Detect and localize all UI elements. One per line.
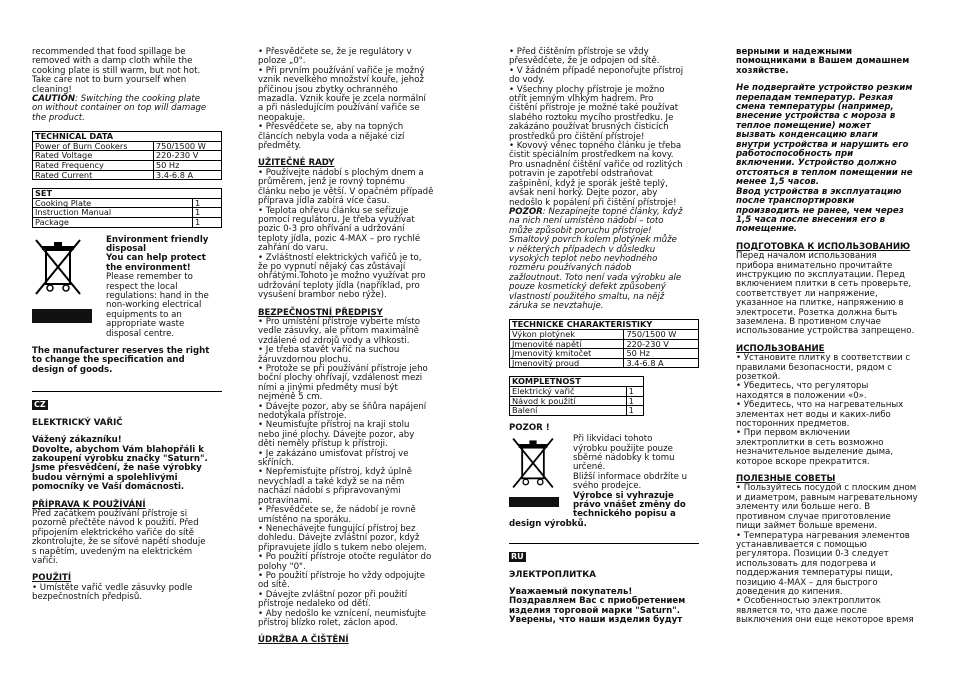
technical-data-table: TECHNICAL DATA Power of Burn Cookers 750/1500 W Rated Voltage 220-230 V Rated Frequency 50 Hz Rated Current 3.4-6.8 A — [32, 131, 222, 180]
text-line: элементах нет воды и каких-либо — [736, 409, 891, 420]
table-row — [510, 358, 699, 368]
text-line: avšak není horký. Dejte pozor, aby — [509, 188, 658, 199]
cz-greeting — [32, 436, 222, 492]
text-line: Please remember to — [106, 272, 193, 283]
text-line: • Po použití přístroje ho vždy odpojujte — [258, 570, 426, 581]
intro-text — [32, 48, 222, 95]
crossed-bin-icon — [509, 435, 557, 491]
cz-set-table: KOMPLETNOST Elektrický vařič 1 Návod k použití 1 Balení 1 — [509, 376, 644, 415]
text-line: technického popisu a — [573, 509, 676, 520]
table-row — [510, 329, 699, 339]
text-line: доведения до кипения. — [736, 586, 843, 597]
black-bar — [32, 309, 92, 323]
text-line: nejméně 5 cm. — [258, 392, 323, 403]
text-line: čištění přístroje je možné také používat — [509, 103, 679, 114]
text-line: • Kovový věnec topného článku je třeba — [509, 141, 682, 152]
text-line: электросети. Розетка должна быть — [736, 307, 898, 318]
text-line: výrobku použijte pouze — [573, 443, 673, 454]
text-line: s napětím, uvedeným na elektrickém — [32, 546, 193, 557]
text-line: právo vnášet změny do — [573, 499, 686, 510]
text-line: zakoupení výrobku značky "Saturn". — [32, 453, 208, 464]
text-line: работоспособность при — [736, 149, 854, 160]
table-row — [33, 170, 222, 180]
text-line: • Přesvědčete se, aby na topných — [258, 122, 404, 133]
text-line: článku nebo je větší. V opačném případě — [258, 186, 434, 197]
text-line: připravujete jídlo s tukem nebo olejem. — [258, 542, 427, 553]
text-line: • Umístěte vařič vedle zásuvky podle — [32, 582, 193, 593]
cz-pozor-note: POZOR: Nezapínejte topné články, když na nich není umístěno nádobí – toto může způsobit poruchu přístroje! Smaltový povrch kolem plotýnek může v některých případech v důsledku vysokých teplot nebo nevhodného rozměru používaných nádob zažloutnout. Toto není vada výrobku ale pouze kosmetický defekt způsobený vlastností použitého smaltu, na nějž záruka se nevztahuje. — [509, 206, 683, 311]
lang-badge-ru: RU — [511, 552, 524, 562]
black-bar — [509, 497, 559, 507]
column-3 — [509, 48, 699, 626]
text-line: Take care not to burn yourself when — [32, 75, 187, 86]
text-line: průměrem, jenž je rovný topnému — [258, 177, 405, 188]
text-line: позицию 4-MAX – для быстрого — [736, 577, 878, 588]
text-line: • Nepřemisťujte přístroj, když úplně — [258, 467, 412, 478]
text-line: • Přesvědčete se, že je regulátory v — [258, 47, 412, 57]
text-line: polohy "0". — [258, 561, 306, 572]
cz-use-text — [32, 584, 222, 603]
text-line: инструкцию по эксплуатации. Перед — [736, 269, 905, 280]
text-line: включении. Устройство должно — [736, 158, 897, 169]
text-line: • Dávejte pozor, aby se šňůra napájení — [258, 401, 427, 412]
text-line: slabého roztoku mycího prostředku. Je — [509, 112, 674, 123]
cz-prep-text — [32, 510, 222, 566]
reserve-note — [32, 347, 222, 375]
text-line: poloze „0". — [258, 56, 306, 67]
text-line: противном случае приготовление — [736, 511, 891, 522]
cz-tips-text — [258, 169, 470, 301]
text-line: 1,5 часа после внесения его в — [736, 214, 886, 225]
text-line: přístroj blízko rolet, záclon apod. — [258, 617, 398, 628]
table-cell: Jmenovitý kmitočet — [510, 349, 624, 359]
text-line: электроплитки в сеть возможно — [736, 437, 884, 448]
text-line: pomocníky ve Vaší domácnosti. — [32, 482, 185, 493]
text-line: nebo jiné plochy. Dávejte pozor, aby — [258, 429, 415, 440]
text-line: vzdálené od zdrojů vody a vlhkosti. — [258, 335, 410, 346]
text-line: regulations: hand in the — [106, 291, 209, 302]
table-cell: 1 — [193, 198, 222, 208]
ru-tips-text — [736, 484, 926, 625]
text-line: включением плитки в сеть проверьте, — [736, 279, 912, 290]
text-line: • Особенностью электроплиток — [736, 596, 881, 607]
text-line: • Пользуйтесь посудой с плоским дном — [736, 483, 917, 494]
text-line: которое вскоре прекратится. — [736, 456, 870, 467]
text-line: čistit speciálním prostředkem na kovy. — [509, 150, 674, 161]
crossed-bin-icon — [32, 236, 84, 298]
table-row — [510, 386, 644, 396]
text-line: прибора внимательно прочитайте — [736, 260, 893, 271]
ru-tips-title: ПОЛЕЗНЫЕ СОВЕТЫ — [736, 474, 836, 485]
text-line: zahřání do varu. — [258, 243, 329, 254]
table-row — [33, 161, 222, 171]
text-line: článcích nebyla voda a nějaké cizí — [258, 131, 405, 142]
text-line: Pro usnadnění čištění vařiče od rozlitých — [509, 159, 683, 170]
text-line: Перед началом использования — [736, 251, 877, 262]
text-line: vařiči. — [32, 555, 59, 566]
cz-warn-tail: design výrobků. — [509, 518, 587, 529]
column-4 — [736, 48, 926, 626]
text-line: • V žádném případě neponořujte přístroj — [509, 65, 684, 76]
text-line: že po vypnutí nějaký čas zůstávají — [258, 261, 406, 272]
text-line: teploty jídla, pozic 4-MAX – pro rychlé — [258, 233, 421, 244]
text-line: помощниками в Вашем домашнем — [736, 56, 910, 67]
caution-note: CAUTION: Switching the cooking plate on without container on top will damage the product. — [32, 94, 207, 123]
text-line: pozorně přečtěte návod k použití. Před — [32, 518, 199, 529]
cz-maint-text — [509, 48, 699, 208]
text-line: отстояться в теплом помещении не — [736, 167, 913, 178]
text-line: Před začátkem používání přístroje si — [32, 508, 188, 519]
text-line: You can help protect — [106, 253, 206, 264]
text-line: vysušení brambor nebo rýže). — [258, 290, 387, 301]
text-line: budou věrnými a spolehlivými — [32, 472, 178, 483]
text-line: the environment! — [106, 262, 191, 273]
text-line: менее 1,5 часов. — [736, 177, 820, 188]
text-line: nedošlo k popálení při čištění přístroje! — [509, 197, 677, 208]
cz-use-title: POUŽITÍ — [32, 573, 72, 584]
text-line: non-working electrical — [106, 300, 202, 311]
text-line: nachází nádobí s připravovanými — [258, 486, 401, 497]
text-line: přístroje nedaleko od dětí. — [258, 599, 371, 610]
text-line: mazadla. Vznik kouře je zcela normální — [258, 94, 426, 105]
text-line: • Přesvědčete se, že nádobí je rovně — [258, 505, 416, 516]
text-line: děti neměly přístup k přístroji. — [258, 439, 388, 450]
lang-badge-cz: CZ — [34, 400, 46, 410]
text-line: использование устройства запрещено. — [736, 326, 915, 337]
ru-greeting — [509, 588, 699, 626]
text-line: cooking plate is still warm, but not hot. — [32, 65, 201, 76]
table-cell: 1 — [626, 396, 643, 406]
text-line: žáruvzdornou plochu. — [258, 354, 351, 365]
text-line: после транспортировки — [736, 196, 855, 207]
cz-tech-table: TECHNICKÉ CHARAKTERISTIKY Výkon plotýnek 750/1500 W Jmenovité napětí 220-230 V Jmenovitý kmitočet 50 Hz Jmenovitý proud 3.4-6.8 A — [509, 319, 699, 368]
text-line: соответствует ли напряжение, — [736, 288, 878, 299]
text-line: Уважаемый покупатель! — [509, 587, 633, 597]
table-cell: 1 — [193, 208, 222, 218]
env-text — [106, 273, 209, 339]
text-line: removed with a damp cloth while the — [32, 56, 193, 67]
ru-use-title: ИСПОЛЬЗОВАНИЕ — [736, 343, 825, 354]
table-cell: Jmenovitý proud — [510, 358, 624, 368]
table-cell: 220-230 V — [624, 339, 699, 349]
text-line: устанавливается с помощью — [736, 539, 867, 550]
text-line: • Všechny plochy přístroje je možno — [509, 84, 665, 95]
cz-safety-title: BEZPEČNOSTNÍ PŘEDPISY — [258, 307, 383, 318]
text-line: a při následujícím používání vařiče se — [258, 103, 420, 114]
text-line: udržování teploty jídla (například, pro — [258, 280, 420, 291]
ru-title: ЭЛЕКТРОПЛИТКА — [509, 569, 596, 580]
text-line: выключения они еще некоторое время — [736, 615, 914, 626]
text-line: Vážený zákazníku! — [32, 435, 122, 446]
text-line: • Protože se při používání přístroje jeho — [258, 364, 428, 374]
text-line: sběrné nádobky k tomu — [573, 452, 675, 463]
text-line: • Teplota ohřevu článku se seřizuje — [258, 205, 409, 216]
text-line: Ввод устройства в эксплуатацию — [736, 186, 902, 197]
text-line: элементу или больше него. В — [736, 502, 871, 513]
text-line: Dovolte, abychom Vám blahopřáli k — [32, 444, 204, 455]
text-line: поддержания температуры пищи, — [736, 568, 893, 579]
text-line: equipments to an — [106, 309, 182, 320]
text-line: • Aby nedošlo ke vznícení, neumisťujte — [258, 608, 426, 619]
text-line: Bližší informace obdržíte u — [573, 471, 688, 482]
text-line: производить не ранее, чем через — [736, 205, 904, 216]
text-line: prostředků pro čištění přístroje! — [509, 131, 645, 142]
text-line: pozic 0-3 pro ohřívání a udržování — [258, 224, 405, 235]
table-row — [33, 218, 222, 228]
text-line: boční plochy ohřívají, vzdálenost mezi — [258, 373, 423, 384]
text-line: пищи займет больше времени. — [736, 521, 878, 532]
cz-warn-bold — [573, 492, 687, 520]
text-line: регулятора. Позиции 0-3 следует — [736, 549, 889, 560]
text-line: • Neumisťujte přístroj na kraji stolu — [258, 420, 410, 431]
text-line: • Pro umístění přístroje vyberte místo — [258, 316, 421, 327]
cz-title: ELEKTRICKÝ VAŘIČ — [32, 417, 123, 428]
text-line: • Температура нагревания элементов — [736, 530, 910, 541]
text-line: Jsme přesvědčení, že naše výrobky — [32, 463, 202, 474]
text-line: изделия торговой марки "Saturn". — [509, 605, 681, 616]
table-cell: Výkon plotýnek — [510, 329, 624, 339]
text-line: potravinami. — [258, 495, 313, 506]
text-line: использовать для подогрева и — [736, 558, 877, 569]
text-line: • Je třeba stavět vařič na suchou — [258, 345, 400, 356]
table-cell: 3.4-6.8 A — [153, 170, 221, 180]
text-line: cleaning! — [32, 84, 72, 95]
cz-safety-text — [258, 318, 470, 628]
table-row — [510, 406, 644, 416]
text-line: хозяйстве. — [736, 65, 789, 76]
ru-prep-text — [736, 252, 926, 337]
text-line: přesvědčete, že je odpojen od sítě. — [509, 56, 660, 67]
table-cell: Návod k použití — [510, 396, 627, 406]
text-line: příprava jídla zabírá více času. — [258, 196, 390, 207]
table-cell: 50 Hz — [153, 161, 221, 171]
text-line: внесение устройства с мороза в — [736, 111, 896, 122]
cz-use-cont — [258, 48, 470, 151]
text-line: • Убедитесь, что регуляторы — [736, 381, 869, 392]
text-line: předměty. — [258, 141, 302, 152]
text-line: určené. — [573, 462, 606, 473]
text-line: pomocí regulátoru. Je třeba využívat — [258, 214, 415, 225]
text-line: незначительное выделение дыма, — [736, 447, 894, 458]
text-line: указанное на плитке, напряжению в — [736, 298, 904, 309]
text-line: svého prodejce. — [573, 481, 642, 492]
text-line: • Установите плитку в соответствии с — [736, 353, 911, 364]
text-line: zkontrolujte, že se síťové napětí shoduje — [32, 537, 206, 548]
table-cell: Rated Voltage — [33, 151, 154, 161]
text-line: Поздравляем Вас с приобретением — [509, 596, 686, 607]
text-line: Environment friendly — [106, 234, 209, 245]
text-line: Výrobce si vyhrazuje — [573, 490, 674, 501]
text-line: посторонних предметов. — [736, 419, 850, 430]
table-row — [510, 349, 699, 359]
text-line: od sítě. — [258, 580, 290, 591]
text-line: верными и надежными — [736, 47, 852, 57]
text-line: и диаметром, равным нагревательному — [736, 492, 918, 503]
text-line: помещение. — [736, 224, 798, 235]
text-line: заземлена. В противном случае — [736, 316, 881, 327]
text-line: neopakuje. — [258, 112, 306, 123]
text-line: • Nenechávejte fungující přístroj bez — [258, 523, 416, 534]
text-line: вызвать конденсацию влаги — [736, 130, 878, 141]
text-line: zakázáno používat brusných čisticích — [509, 122, 669, 133]
text-line: The manufacturer reserves the right — [32, 346, 210, 357]
text-line: recommended that food spillage be — [32, 47, 186, 57]
ru-greeting-cont — [736, 48, 926, 76]
table-cell: Cooking Plate — [33, 198, 193, 208]
text-line: • Dávejte zvláštní pozor při použití — [258, 589, 408, 600]
text-line: ními a jinými předměty musí být — [258, 382, 398, 393]
text-line: příčinou jsou zbytky ochranného — [258, 84, 398, 95]
text-line: Při likvidaci tohoto — [573, 434, 653, 445]
text-line: připojením elektrického vařiče do sítě — [32, 527, 195, 538]
table-cell: Instruction Manual — [33, 208, 193, 218]
table-cell: 1 — [626, 406, 643, 416]
text-line: теплое помещение) может — [736, 120, 871, 131]
environment-section — [32, 236, 222, 339]
cz-maint-title: ÚDRŽBA A ČIŠTĚNÍ — [258, 635, 349, 646]
table-cell: 50 Hz — [624, 349, 699, 359]
set-table: SET Cooking Plate 1 Instruction Manual 1 Package 1 — [32, 188, 222, 227]
text-line: Не подвергайте устройство резким — [736, 83, 913, 94]
text-line: • Je zakázáno umisťovat přístroj ve — [258, 448, 409, 459]
table-cell: 220-230 V — [153, 151, 221, 161]
text-line: внутри устройства и нарушить его — [736, 139, 909, 150]
text-line: vedle zásuvky, ale přitom maximálně — [258, 326, 419, 337]
text-line: potravin je zapotřebí odstraňovat — [509, 169, 653, 180]
text-line: zašpinění, když je sporák ještě teplý, — [509, 178, 668, 189]
table-cell: 1 — [193, 218, 222, 228]
text-line: перепадам температур. Резкая — [736, 92, 894, 103]
text-line: otřít jemným vlhkým hadrem. Pro — [509, 94, 654, 105]
table-cell: 750/1500 W — [624, 329, 699, 339]
text-line: смена температуры (например, — [736, 102, 894, 113]
text-line: находятся в положении «0». — [736, 390, 867, 401]
cz-disposal-section — [509, 435, 699, 520]
text-line: skříních. — [258, 458, 295, 469]
text-line: umístěno na sporáku. — [258, 514, 352, 525]
text-line: disposal — [106, 244, 147, 254]
text-line: nevychladl a také když se na něm — [258, 476, 405, 487]
cz-prep-title: PŘÍPRAVA K POUŽÍVÁNÍ — [32, 499, 146, 510]
text-line: dohledu. Dávejte zvláštní pozor, když — [258, 533, 420, 544]
table-cell: Jmenovité napětí — [510, 339, 624, 349]
ru-warning — [736, 84, 926, 235]
text-line: • При первом включении — [736, 428, 851, 439]
text-line: nedotýkala přístroje. — [258, 411, 347, 422]
column-1 — [32, 48, 222, 603]
table-cell: Rated Frequency — [33, 161, 154, 171]
text-line: • Před čištěním přístroje se vždy — [509, 47, 649, 57]
text-line: • Po použití přístroje otočte regulátor do — [258, 552, 432, 563]
table-cell: Rated Current — [33, 170, 154, 180]
text-line: appropriate waste — [106, 319, 185, 330]
text-line: • Používejte nádobí s plochým dnem a — [258, 167, 424, 178]
text-line: розеткой. — [736, 372, 781, 382]
cz-warn-title: POZOR ! — [509, 422, 550, 433]
table-cell: Elektrický vařič — [510, 386, 627, 396]
text-line: • Zvláštností elektrických vařičů je to, — [258, 252, 422, 263]
table-cell: 3.4-6.8 A — [624, 358, 699, 368]
text-line: ohřátými.Tohoto je možno využívat pro — [258, 271, 426, 282]
text-line: является то, что даже после — [736, 605, 867, 616]
text-line: disposal centre. — [106, 328, 175, 339]
text-line: to change the specification and — [32, 355, 185, 366]
text-line: respect the local — [106, 281, 178, 292]
text-line: • Při prvním používání vařiče je možný — [258, 65, 425, 76]
text-line: • Убедитесь, что на нагревательных — [736, 400, 904, 411]
text-line: do vody. — [509, 75, 545, 86]
ru-prep-title: ПОДГОТОВКА К ИСПОЛЬЗОВАНИЮ — [736, 241, 911, 252]
table-cell: Package — [33, 218, 193, 228]
table-cell: Power of Burn Cookers — [33, 141, 154, 151]
text-line: Уверены, что наши изделия будут — [509, 615, 683, 626]
table-cell: 1 — [626, 386, 643, 396]
ru-use-text — [736, 354, 926, 467]
cz-tips-title: UŽITEČNÉ RADY — [258, 158, 335, 169]
text-line: bezpečnostních předpisů. — [32, 592, 143, 603]
column-2 — [258, 48, 470, 646]
cz-warn-text — [573, 435, 687, 491]
table-cell: Balení — [510, 406, 627, 416]
text-line: design of goods. — [32, 364, 113, 375]
table-cell: 750/1500 W — [153, 141, 221, 151]
env-title — [106, 236, 209, 274]
text-line: правилами безопасности, рядом с — [736, 362, 892, 373]
text-line: vznik nevelkého množství kouře, jehož — [258, 75, 425, 86]
